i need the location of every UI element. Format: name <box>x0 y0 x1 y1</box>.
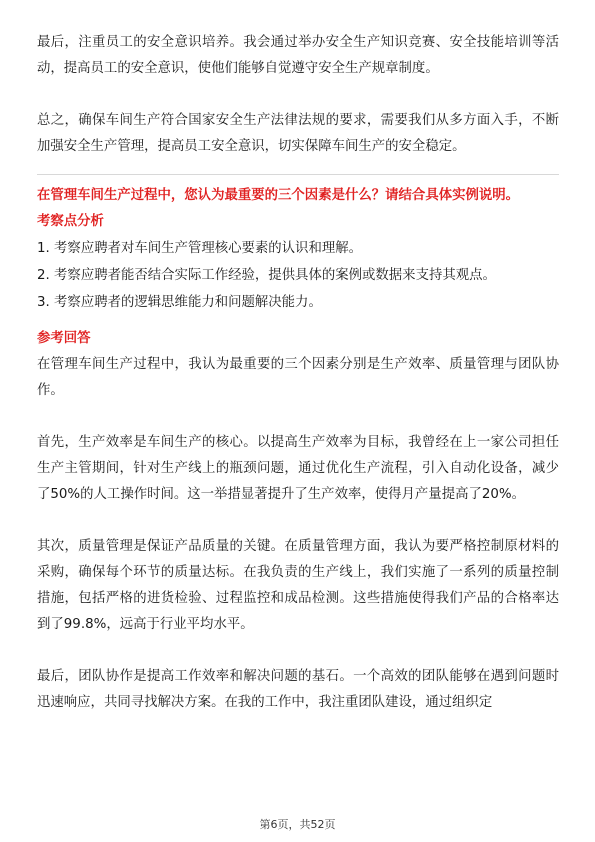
analysis-point-2: 2. 考察应聘者能否结合实际工作经验，提供具体的案例或数据来支持其观点。 <box>37 268 496 283</box>
section-gap <box>37 316 559 326</box>
paragraph-gap <box>37 82 559 108</box>
analysis-title: 考察点分析 <box>37 214 104 229</box>
intro-paragraph-1: 最后，注重员工的安全意识培养。我会通过举办安全生产知识竞赛、安全技能培训等活动，提高员工的安全意识，使他们能够自觉遵守安全生产规章制度。 <box>37 35 559 76</box>
answer-paragraph-4: 最后，团队协作是提高工作效率和解决问题的基石。一个高效的团队能够在遇到问题时迅速响应，共同寻找解决方案。在我的工作中，我注重团队建设，通过组织定 <box>37 669 559 710</box>
paragraph-gap <box>37 638 559 664</box>
paragraph-gap <box>37 508 559 534</box>
answer-paragraph-1: 在管理车间生产过程中，我认为最重要的三个因素分别是生产效率、质量管理与团队协作。 <box>37 357 559 398</box>
section-divider <box>37 174 559 175</box>
analysis-point-1: 1. 考察应聘者对车间生产管理核心要素的认识和理解。 <box>37 241 363 256</box>
question-heading: 在管理车间生产过程中，您认为最重要的三个因素是什么？请结合具体实例说明。 <box>37 188 520 203</box>
analysis-point-3: 3. 考察应聘者的逻辑思维能力和问题解决能力。 <box>37 295 322 310</box>
answer-paragraph-3: 其次，质量管理是保证产品质量的关键。在质量管理方面，我认为要严格控制原材料的采购，确保每个环节的质量达标。在我负责的生产线上，我们实施了一系列的质量控制措施，包括严格的进货检验、过程监控和成品检测。这些措施使得我们产品的合格率达到了99.8%，远高于行业平均水平。 <box>37 539 559 632</box>
answer-paragraph-2: 首先，生产效率是车间生产的核心。以提高生产效率为目标，我曾经在上一家公司担任生产主管期间，针对生产线上的瓶颈问题，通过优化生产流程，引入自动化设备，减少了50%的人工操作时间。这一举措显著提升了生产效率，使得月产量提高了20%。 <box>37 435 559 502</box>
page-footer: 第6页，共52页 <box>259 818 336 831</box>
paragraph-gap <box>37 404 559 430</box>
answer-title: 参考回答 <box>37 331 91 346</box>
intro-paragraph-2: 总之，确保车间生产符合国家安全生产法律法规的要求，需要我们从多方面入手，不断加强安全生产管理，提高员工安全意识，切实保障车间生产的安全稳定。 <box>37 113 559 154</box>
document-page <box>37 30 559 716</box>
